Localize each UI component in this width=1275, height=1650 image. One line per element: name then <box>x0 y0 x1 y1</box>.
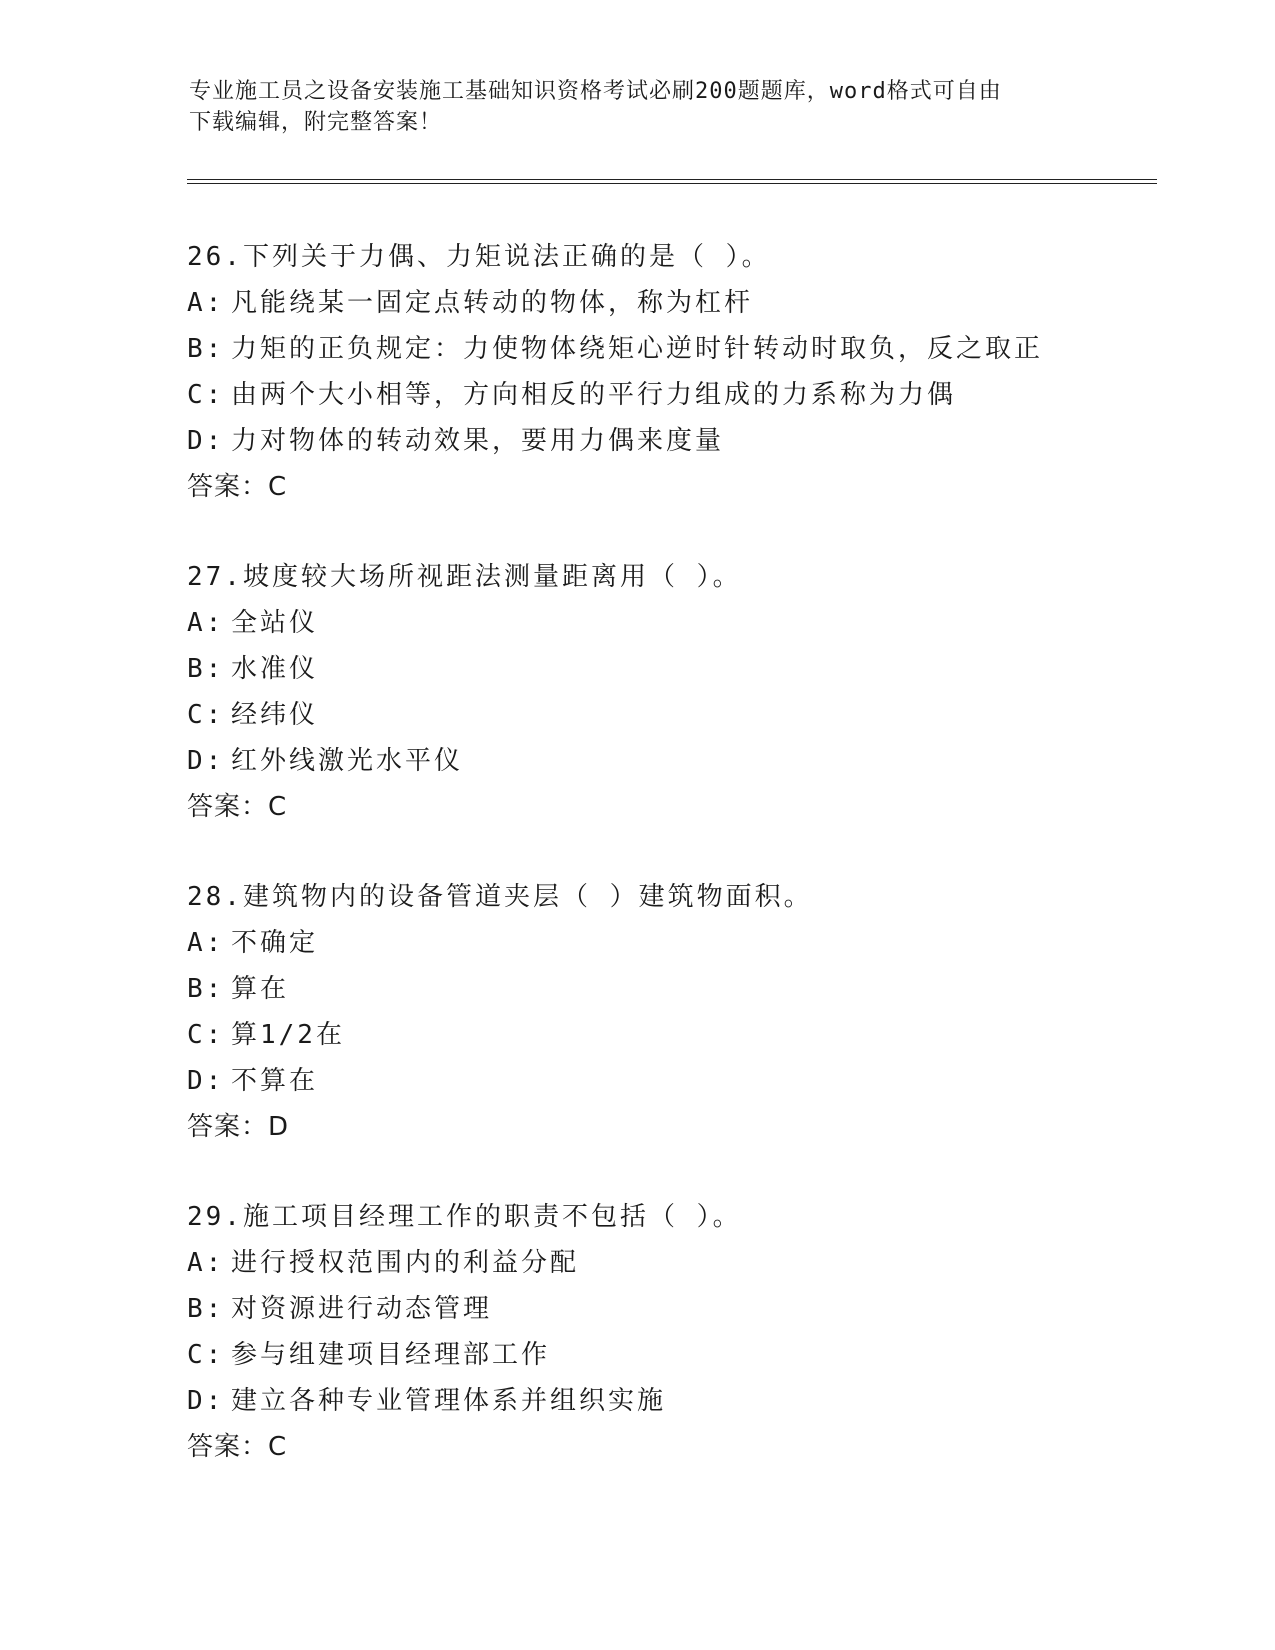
option-text: 全站仪 <box>231 608 319 638</box>
option-text: 不算在 <box>231 1066 319 1096</box>
option-letter: B: <box>187 654 225 684</box>
option-d <box>187 1058 1137 1104</box>
option-d <box>187 738 1137 784</box>
document-header <box>189 76 1089 138</box>
question-stem: 29.施工项目经理工作的职责不包括（ ）。 <box>187 1202 742 1232</box>
option-a <box>187 600 1137 646</box>
option-text: 算1/2在 <box>231 1020 345 1050</box>
option-letter: B: <box>187 974 225 1004</box>
option-text: 对资源进行动态管理 <box>231 1294 493 1324</box>
option-c <box>187 692 1137 738</box>
option-letter: C: <box>187 700 225 730</box>
option-text: 参与组建项目经理部工作 <box>231 1340 551 1370</box>
option-text: 经纬仪 <box>231 700 319 730</box>
option-text: 进行授权范围内的利益分配 <box>231 1248 580 1278</box>
answer-line: 答案：D <box>187 1112 290 1142</box>
header-line-1: 专业施工员之设备安装施工基础知识资格考试必刷200题题库，word格式可自由 <box>189 79 1002 104</box>
option-a <box>187 280 1137 326</box>
option-b <box>187 966 1137 1012</box>
option-b <box>187 326 1137 372</box>
option-letter: C: <box>187 380 225 410</box>
option-a <box>187 920 1137 966</box>
option-d <box>187 1378 1137 1424</box>
option-b <box>187 1286 1137 1332</box>
option-text: 红外线激光水平仪 <box>231 746 464 776</box>
question-26 <box>187 234 1137 510</box>
option-b <box>187 646 1137 692</box>
option-letter: B: <box>187 1294 225 1324</box>
option-letter: C: <box>187 1020 225 1050</box>
option-d <box>187 418 1137 464</box>
option-letter: B: <box>187 334 225 364</box>
question-stem: 28.建筑物内的设备管道夹层（ ）建筑物面积。 <box>187 882 813 912</box>
option-letter: A: <box>187 608 225 638</box>
option-text: 凡能绕某一固定点转动的物体，称为杠杆 <box>231 288 754 318</box>
option-letter: D: <box>187 1386 225 1416</box>
question-27 <box>187 554 1137 830</box>
option-text: 不确定 <box>231 928 319 958</box>
option-c <box>187 1012 1137 1058</box>
option-letter: D: <box>187 1066 225 1096</box>
header-divider-bottom <box>187 183 1157 184</box>
option-letter: A: <box>187 928 225 958</box>
option-c <box>187 372 1137 418</box>
question-28 <box>187 874 1137 1150</box>
option-text: 力对物体的转动效果，要用力偶来度量 <box>231 426 725 456</box>
answer-line: 答案：C <box>187 1432 288 1462</box>
question-stem: 26.下列关于力偶、力矩说法正确的是（ ）。 <box>187 242 771 272</box>
option-letter: A: <box>187 1248 225 1278</box>
option-letter: D: <box>187 426 225 456</box>
question-stem: 27.坡度较大场所视距法测量距离用（ ）。 <box>187 562 742 592</box>
option-text: 算在 <box>231 974 290 1004</box>
option-text: 力矩的正负规定：力使物体绕矩心逆时针转动时取负，反之取正 <box>231 334 1044 364</box>
option-letter: A: <box>187 288 225 318</box>
option-text: 由两个大小相等，方向相反的平行力组成的力系称为力偶 <box>231 380 957 410</box>
option-a <box>187 1240 1137 1286</box>
option-text: 水准仪 <box>231 654 319 684</box>
option-c <box>187 1332 1137 1378</box>
option-letter: D: <box>187 746 225 776</box>
answer-line: 答案：C <box>187 472 288 502</box>
option-letter: C: <box>187 1340 225 1370</box>
header-divider-top <box>187 179 1157 180</box>
question-29 <box>187 1194 1137 1470</box>
header-line-2: 下载编辑，附完整答案！ <box>189 110 443 135</box>
answer-line: 答案：C <box>187 792 288 822</box>
option-text: 建立各种专业管理体系并组织实施 <box>231 1386 667 1416</box>
